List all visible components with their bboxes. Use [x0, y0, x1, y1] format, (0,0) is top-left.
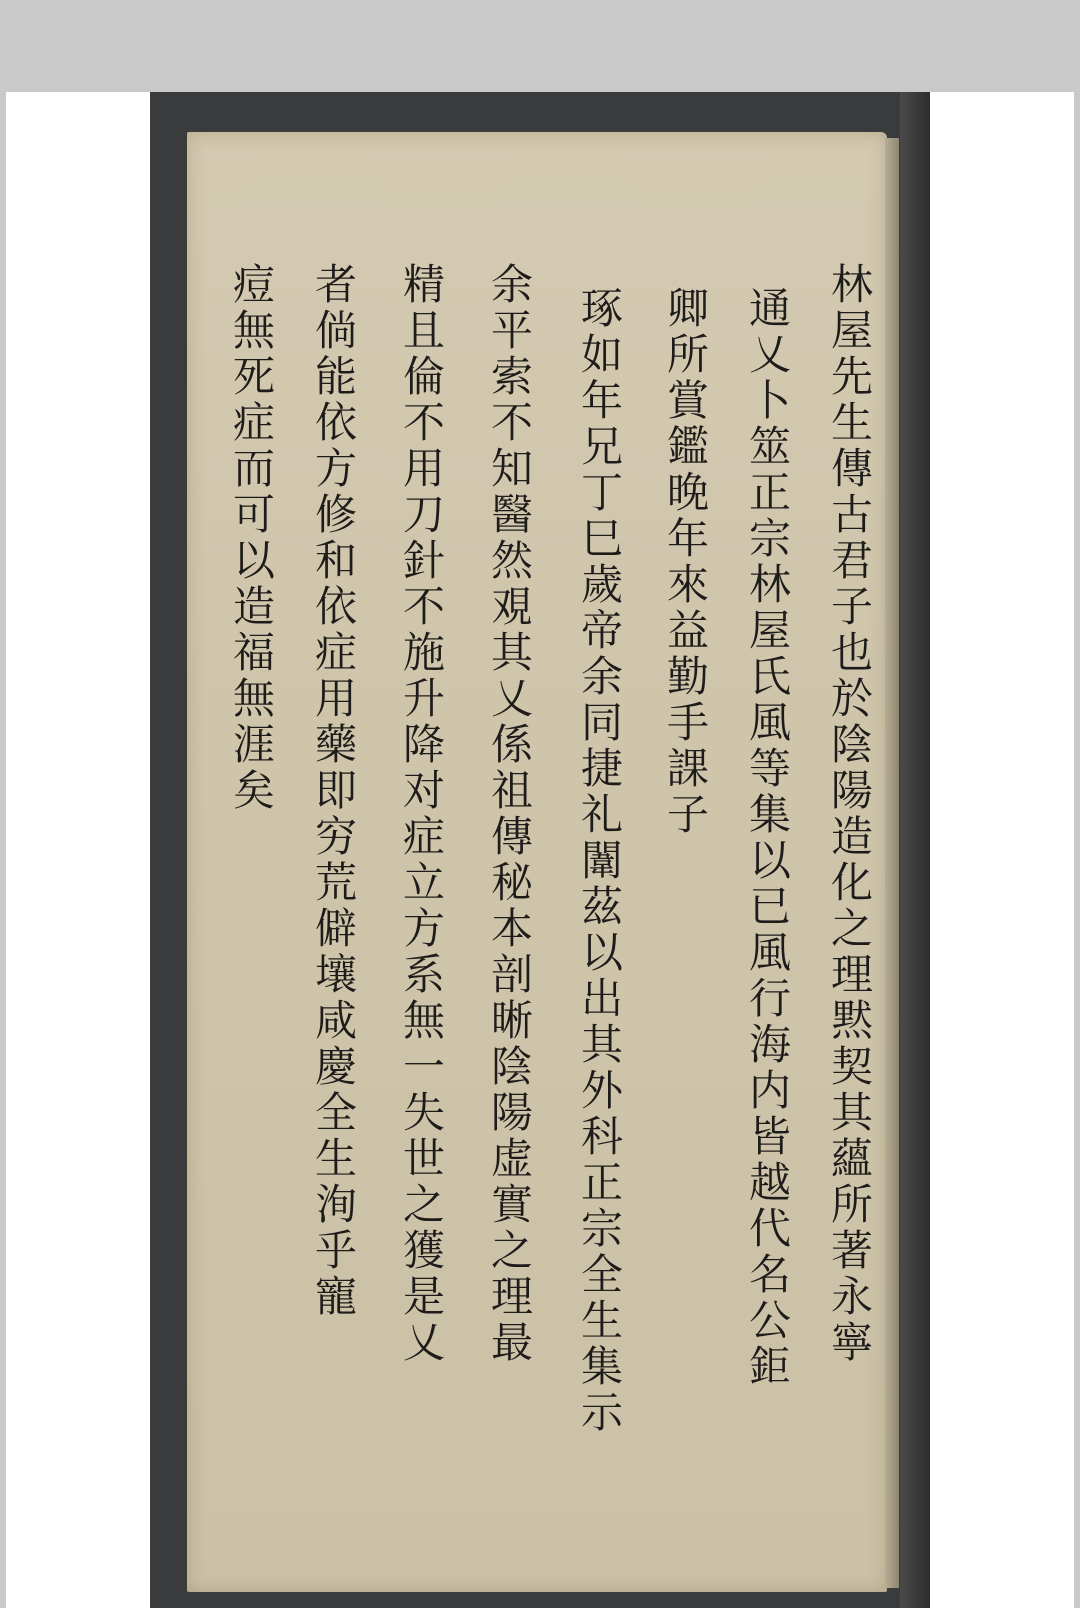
- text-column-4: 琢如年兄丁巳歲帝余同捷礼闈茲以出其外科正宗全生集示: [575, 286, 624, 1436]
- text-column-6: 精且倫不用刀針不施升降对症立方系無一失世之獲是乂: [397, 262, 446, 1366]
- scanned-page-image: [150, 92, 930, 1608]
- text-column-8: 痘無死症而可以造福無涯矣: [227, 262, 276, 814]
- page-fold: [885, 138, 899, 1588]
- text-column-7: 者倘能依方修和依症用藥即穷荒僻壤咸慶全生洵乎寵: [309, 262, 358, 1320]
- book-edge: [900, 92, 930, 1608]
- text-column-1: 林屋先生傳古君子也於陰陽造化之理黙契其蘊所著永寧: [825, 262, 874, 1366]
- vertical-text-block: [227, 262, 877, 1522]
- text-column-3: 卿所賞鑑晚年來益勤手課子: [661, 286, 710, 838]
- text-column-5: 余平索不知醫然覌其乂係祖傳秘本剖晰陰陽虚實之理最: [485, 262, 534, 1366]
- text-column-2: 通乂卜筮正宗林屋氏風等集以已風行海内皆越代名公鉅: [743, 286, 792, 1390]
- paper-leaf: [187, 132, 887, 1592]
